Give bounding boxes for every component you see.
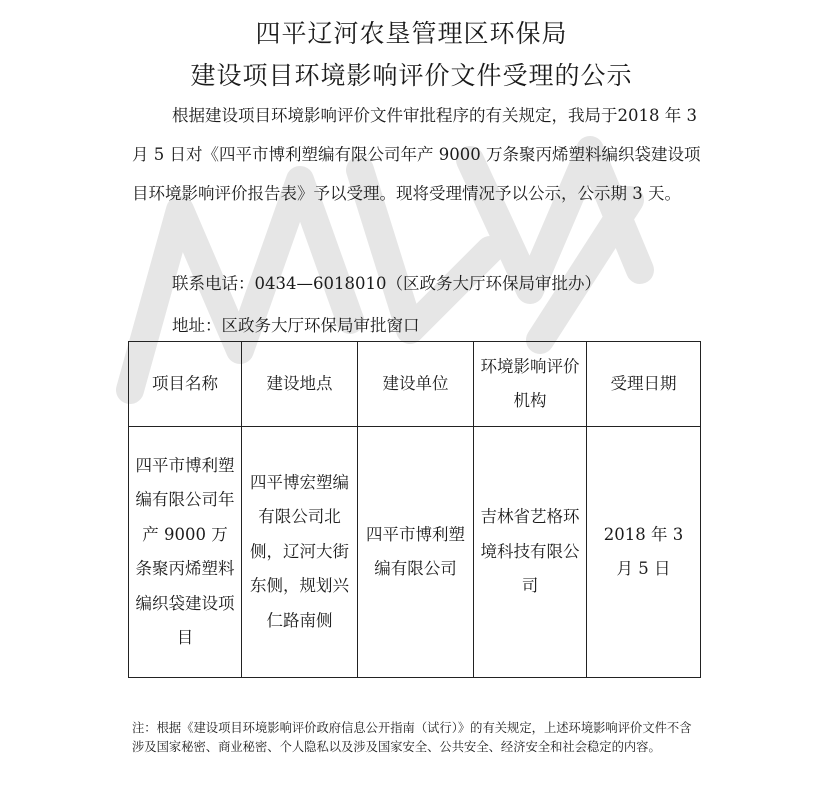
- header-date: 受理日期: [587, 342, 701, 427]
- project-table: [128, 341, 701, 678]
- table-row: [129, 427, 701, 678]
- page-title-line2: 建设项目环境影响评价文件受理的公示: [190, 61, 633, 90]
- header-unit: 建设单位: [358, 342, 474, 427]
- cell-unit: 四平市博利塑编有限公司: [358, 427, 474, 678]
- cell-date: 2018 年 3 月 5 日: [587, 427, 701, 678]
- contact-phone: 联系电话：0434—6018010（区政务大厅环保局审批办）: [172, 274, 601, 293]
- notice-body-text: 根据建设项目环境影响评价文件审批程序的有关规定，我局于2018 年 3 月 5 日对《四平市博利塑编有限公司年产 9000 万条聚丙烯塑料编织袋建设项目环境影响评价报告表》予以受理。现将受理情况予以公示，公示期 3 天。: [132, 106, 701, 203]
- table-header-row: [129, 342, 701, 427]
- header-eia-agency: 环境影响评价机构: [474, 342, 587, 427]
- cell-project-name: 四平市博利塑编有限公司年产 9000 万条聚丙烯塑料编织袋建设项目: [129, 427, 242, 678]
- header-location: 建设地点: [242, 342, 358, 427]
- cell-location: 四平博宏塑编有限公司北侧，辽河大街东侧，规划兴仁路南侧: [242, 427, 358, 678]
- header-project-name: 项目名称: [129, 342, 242, 427]
- notice-body: [132, 96, 702, 213]
- footnote: 注：根据《建设项目环境影响评价政府信息公开指南（试行）》的有关规定，上述环境影响评价文件不含涉及国家秘密、商业秘密、个人隐私以及涉及国家安全、公共安全、经济安全和社会稳定的内容。: [132, 721, 692, 754]
- cell-eia-agency: 吉林省艺格环境科技有限公司: [474, 427, 587, 678]
- page-title-line1: 四平辽河农垦管理区环保局: [255, 19, 568, 48]
- contact-address: 地址：区政务大厅环保局审批窗口: [172, 316, 420, 335]
